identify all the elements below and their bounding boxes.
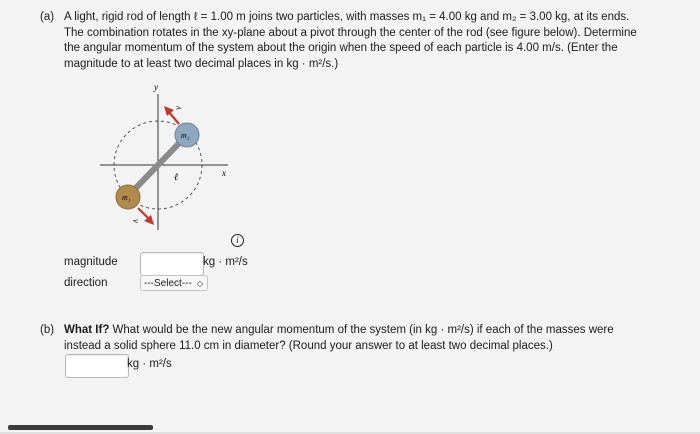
velocity-label-2: v⃗ — [173, 99, 183, 110]
velocity-label-1: v⃗ — [131, 219, 141, 230]
info-icon[interactable]: i — [231, 234, 244, 247]
part-b-question — [40, 323, 680, 354]
part-b-unit: kg · m²/s — [127, 358, 172, 370]
part-a-line-2: The combination rotates in the xy-plane about a pivot through the center of the rod (see figure below). Determine — [64, 26, 637, 39]
chevron-updown-icon: ◇ — [196, 279, 203, 288]
part-b-line-1 — [64, 323, 680, 339]
part-a-line-3: the angular momentum of the system about the origin when the speed of each particle is 4.00 m/s. (Enter the — [64, 42, 618, 55]
part-a-line-4: magnitude to at least two decimal places in kg · m²/s.) — [64, 57, 339, 70]
what-if-label: What If? — [64, 324, 110, 336]
rotating-rod-figure — [88, 80, 248, 240]
mass-2-label: m₂ — [181, 131, 190, 140]
magnitude-label: magnitude — [64, 256, 118, 268]
magnitude-unit: kg · m²/s — [203, 256, 248, 268]
part-b-line-1-text: What would be the new angular momentum of the system (in kg · m²/s) if each of the masses were — [109, 324, 614, 336]
x-axis-label: x — [222, 168, 226, 178]
horizontal-scrollbar[interactable] — [8, 425, 153, 430]
magnitude-input[interactable] — [140, 252, 204, 276]
part-b-tag: (b) — [40, 324, 55, 336]
part-a-line-1: A light, rigid rod of length ℓ = 1.00 m joins two particles, with masses m₁ = 4.00 kg and m₂ = 3.00 kg, at its ends. — [64, 11, 630, 23]
part-a-question — [40, 10, 680, 72]
direction-select[interactable] — [140, 275, 208, 291]
part-b-input[interactable] — [65, 354, 129, 378]
part-b-line-2: instead a solid sphere 11.0 cm in diameter? (Round your answer to at least two decimal places.) — [64, 339, 553, 352]
length-label: ℓ — [174, 172, 179, 183]
mass-1-label: m₁ — [122, 193, 131, 202]
direction-select-value: ---Select--- — [144, 278, 192, 289]
part-a-tag: (a) — [40, 11, 55, 23]
y-axis-label: y — [154, 82, 158, 92]
direction-label: direction — [64, 277, 108, 289]
